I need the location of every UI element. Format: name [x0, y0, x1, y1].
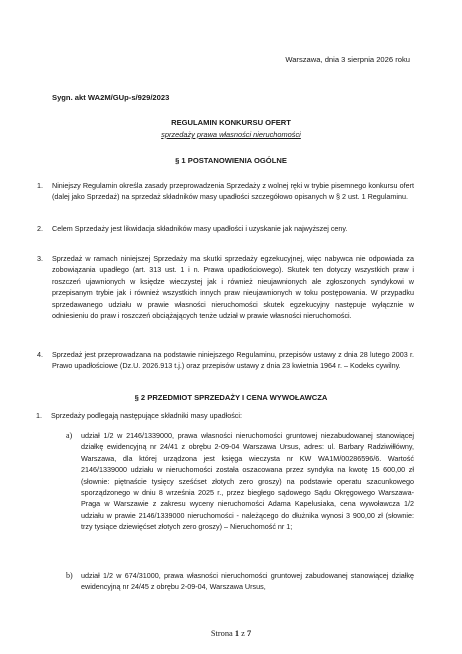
page-number-footer [0, 629, 462, 638]
document-date: Warszawa, dnia 3 sierpnia 2026 roku [285, 55, 410, 64]
paragraph-number: 4. [37, 350, 43, 359]
page-separator: z [241, 629, 245, 638]
current-page-number: 1 [234, 629, 240, 638]
total-page-count: 7 [246, 629, 252, 638]
section-1-paragraph-2 [37, 223, 414, 234]
paragraph-number: 2. [37, 224, 43, 233]
document-subtitle: sprzedaży prawa własności nieruchomości [161, 130, 301, 139]
section-2-subitem-b [66, 570, 414, 593]
section-2-heading: § 2 PRZEDMIOT SPRZEDAŻY I CENA WYWOŁAWCZA [134, 393, 328, 402]
section-1-paragraph-1 [37, 180, 414, 203]
paragraph-text: Niniejszy Regulamin określa zasady przeprowadzenia Sprzedaży z wolnej ręki w trybie pisemnego konkursu ofert (dalej jako Sprzedaż) na sprzedaż składników masy upadłości szczegółowo opisanych w § 2 ust. 1 Regulaminu. [52, 181, 414, 202]
section-2-subitem-a [66, 430, 414, 533]
paragraph-text: Sprzedaż w ramach niniejszej Sprzedaży ma skutki sprzedaży egzekucyjnej, więc nabywca nie odpowiada za zobowiązania upadłego (art. 313 ust. 1 i n. Prawa upadłościowego). Skutek ten dotyczy wszystkich praw i roszczeń ujawnionych w księdze wieczystej jak i również nieujawnionych ale zgłoszonych syndykowi w przepisanym trybie jak i również wszystkich innych praw nieujawnionych w toku postępowania. W przypadku sprzedawanego udziału w prawie własności nieruchomości skutek egzekucyjny następuje wyłącznie w odniesieniu do praw i roszczeń obciążających tenże udział w prawie własności nieruchomości. [52, 254, 414, 321]
section-1-paragraph-4 [37, 349, 414, 372]
section-1-heading: § 1 POSTANOWIENIA OGÓLNE [175, 156, 287, 165]
subitem-letter: b) [66, 571, 73, 580]
case-signature: Sygn. akt WA2M/GUp-s/929/2023 [52, 93, 170, 102]
page-label: Strona [210, 629, 233, 638]
subitem-letter: a) [66, 431, 73, 440]
paragraph-text: Celem Sprzedaży jest likwidacja składników masy upadłości i uzyskanie jak najwyższej ceny. [52, 224, 348, 233]
section-1-paragraph-3 [37, 253, 414, 321]
paragraph-number: 1. [36, 411, 42, 420]
subitem-text: udział 1/2 w 674/31000, prawa własności nieruchomości gruntowej zabudowanej stanowiącej działkę ewidencyjną nr 24/45 z obrębu 2-09-04, Warszawa Ursus, [81, 571, 414, 592]
paragraph-number: 1. [37, 181, 43, 190]
paragraph-number: 3. [37, 254, 43, 263]
subitem-text: udział 1/2 w 2146/1339000, prawa własności nieruchomości gruntowej niezabudowanej stanowiącej działkę ewidencyjną nr 24/41 z obrębu 2-09-04 Warszawa Ursus, adres: ul. Barbary Radziwiłłówny, Warszawa, dla której urządzona jest księga wieczysta nr KW WA1M/00286596/6. Wartość 2146/1339000 udziału w nieruchomości została oszacowana przez syndyka na kwotę 15 600,00 zł (słownie: piętnaście tysięcy sześćset złotych zero groszy) na podstawie operatu szacunkowego sporządzonego w dniu 8 września 2025 r., przez biegłego sądowego Sądu Okręgowego Warszawa-Praga w Warszawie z zakresu wyceny nieruchomości Adama Kapelusiaka, cena wywoławcza 1/2 udziału w prawie 2146/1339000 nieruchomości - należącego do dłużnika wynosi 3 900,00 zł (słownie: trzy tysiące dziewięćset złotych zero groszy) – Nieruchomość nr 1; [81, 431, 414, 532]
document-title: REGULAMIN KONKURSU OFERT [171, 118, 291, 127]
paragraph-text: Sprzedaż jest przeprowadzana na podstawie niniejszego Regulaminu, przepisów ustawy z dnia 28 lutego 2003 r. Prawo upadłościowe (Dz.U. 2026.913 t.j.) oraz przepisów ustawy z dnia 23 kwietnia 1964 r. – Kodeks cywilny. [52, 350, 414, 371]
paragraph-text: Sprzedaży podlegają następujące składniki masy upadłości: [51, 411, 242, 420]
section-2-paragraph-1 [36, 410, 413, 421]
